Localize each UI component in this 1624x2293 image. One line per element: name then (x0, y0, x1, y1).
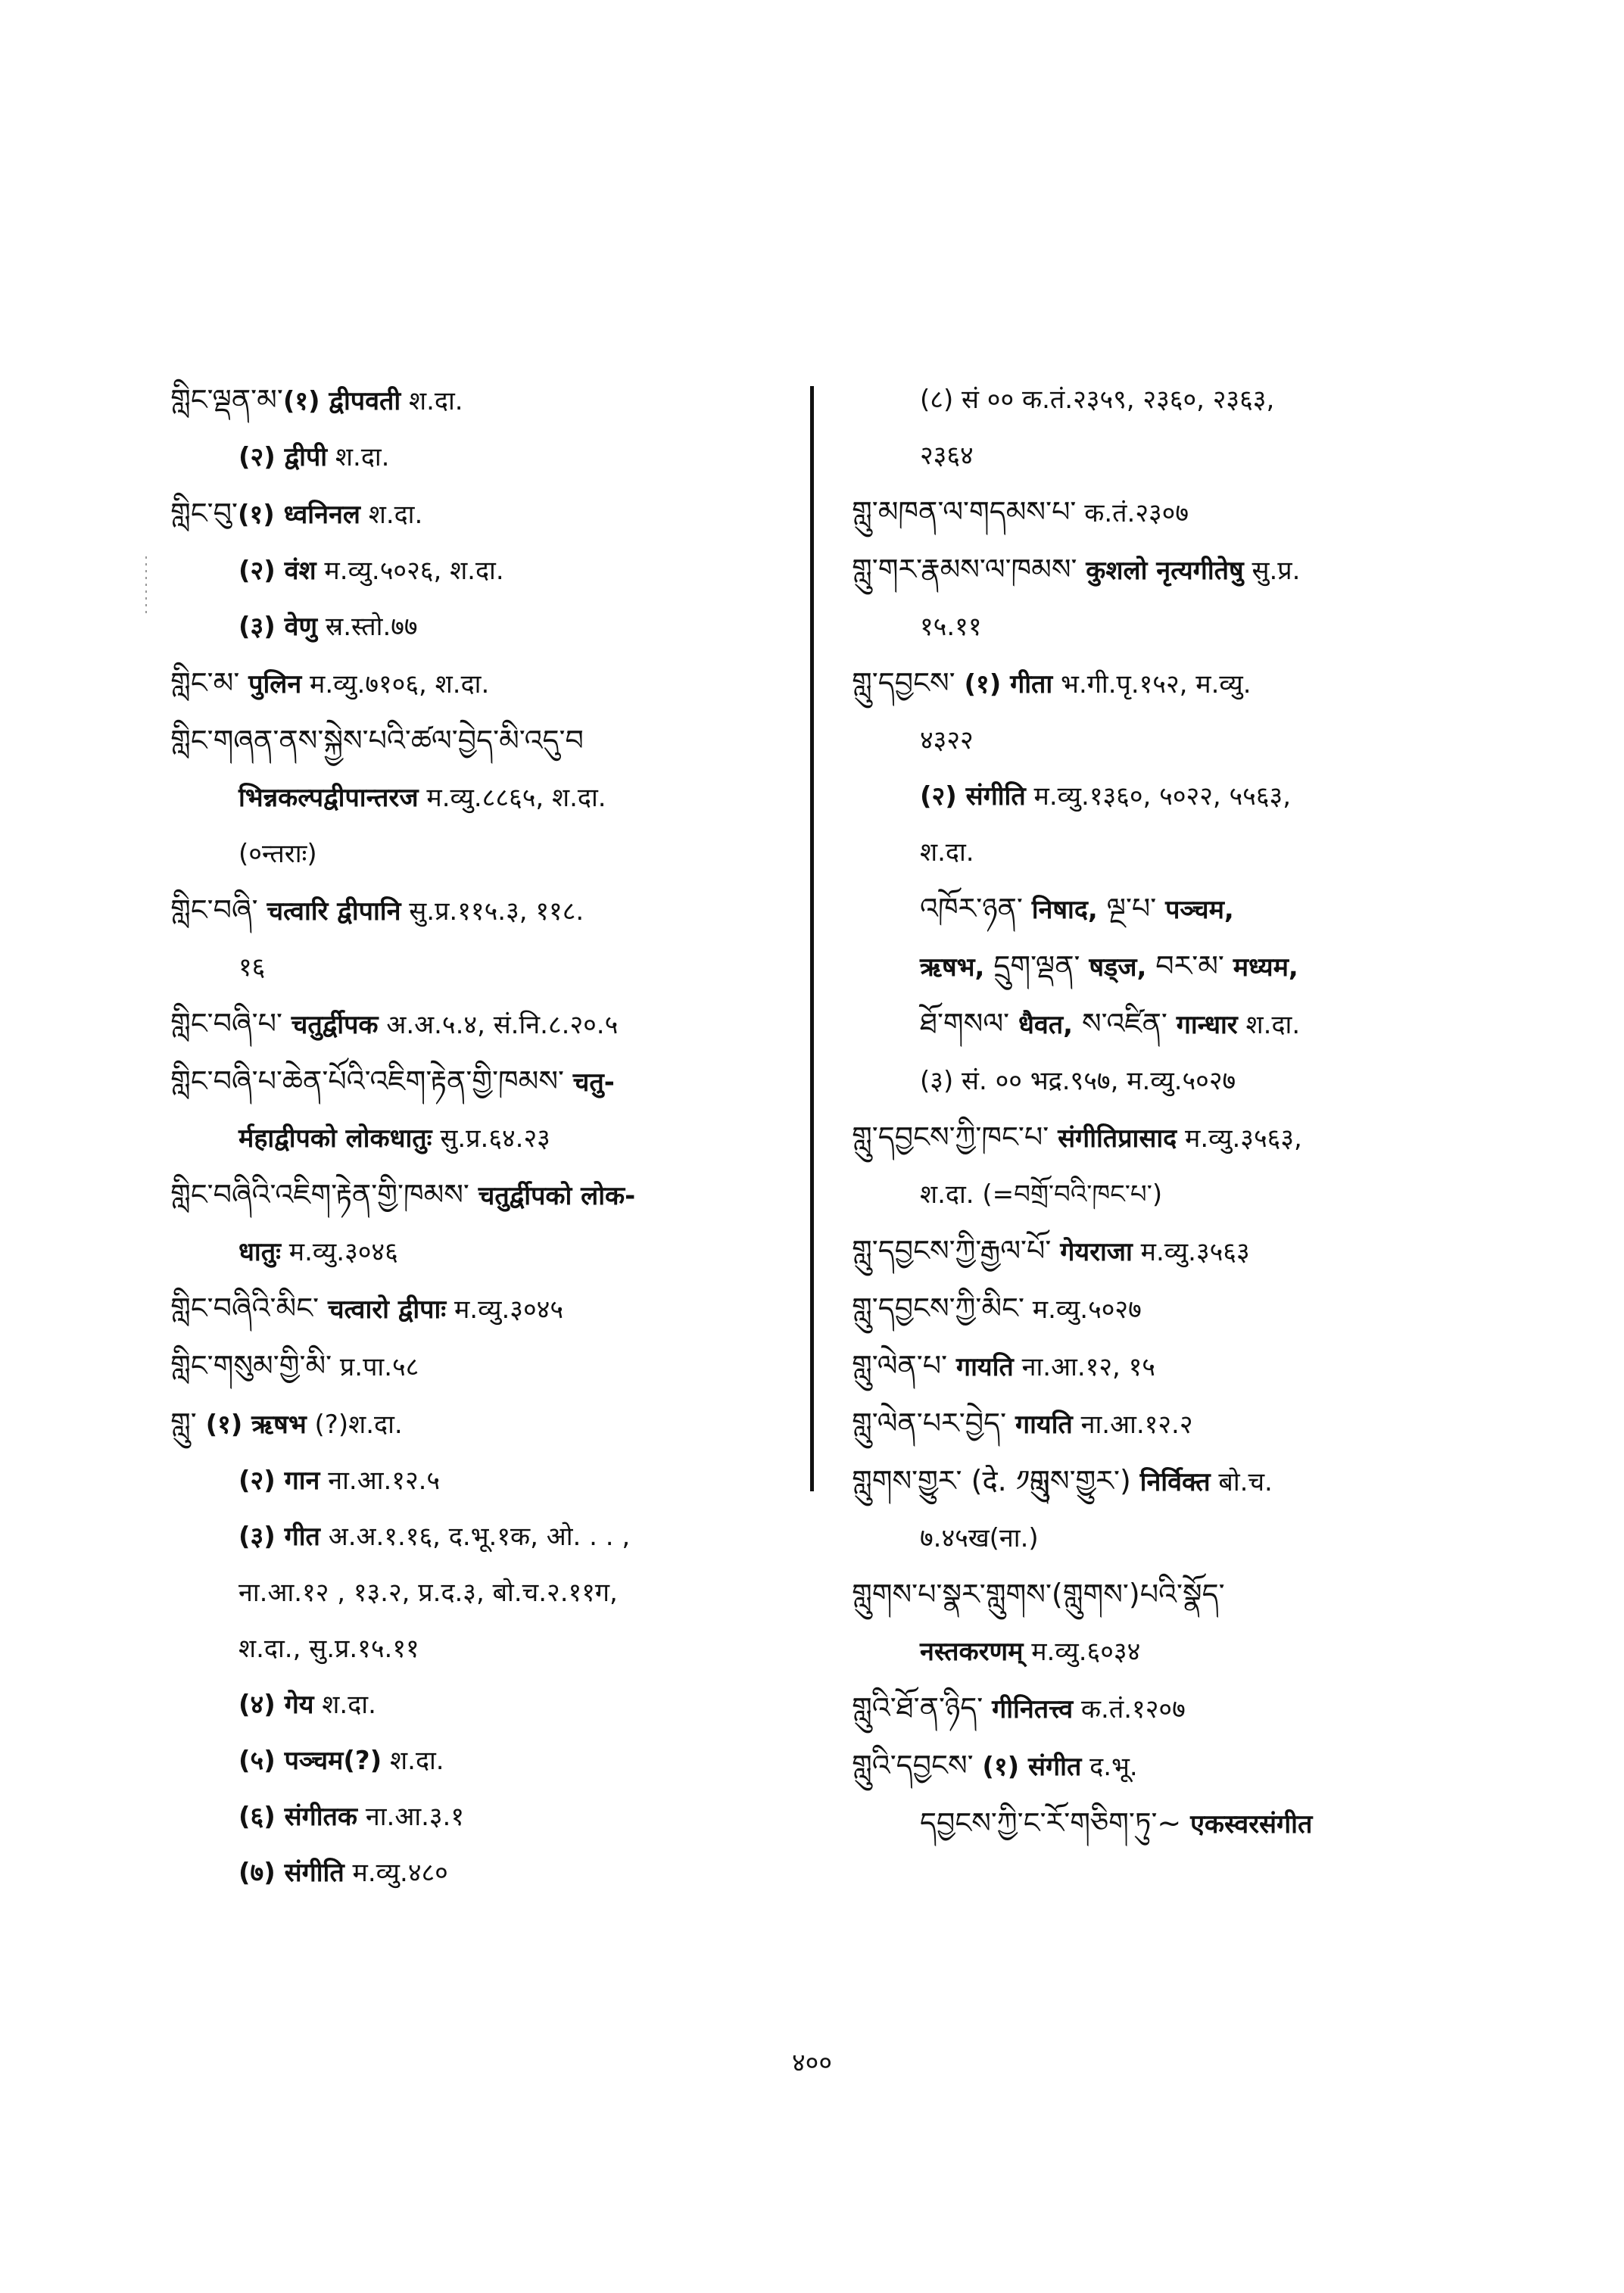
entry-line (852, 949, 1480, 983)
reference: म.व्यु.५०२७ (1024, 1294, 1142, 1325)
column-divider (810, 386, 814, 1491)
tibetan-term: གླིང་བཞི་ (170, 893, 258, 927)
entry-line (170, 840, 791, 868)
tibetan-term: ས་འཛིན་ (1081, 1007, 1167, 1040)
entry-line (170, 954, 791, 982)
reference: म.व्यु.३५६३ (1132, 1237, 1250, 1267)
reference: म.व्यु.८८६५, श.दा. (418, 783, 606, 813)
tibetan-term: གླུ་དབྱངས་ (852, 666, 955, 699)
tibetan-term: འཁོར་ཉན་ (920, 892, 1023, 925)
sanskrit-term: गायति (1006, 1410, 1073, 1440)
sanskrit-term: पुलिन (239, 669, 302, 699)
entry-line (170, 557, 791, 585)
sanskrit-term: (२) वंश (238, 556, 316, 586)
tibetan-term: ལྔ་པ་ (1106, 892, 1157, 925)
entry-line (852, 1525, 1480, 1553)
reference: श.दा. (=བགྲོ་བའི་ཁང་པ་) (920, 1179, 1163, 1210)
reference: क.तं.१२०७ (1073, 1694, 1186, 1724)
reference: श.दा. (360, 500, 423, 530)
sanskrit-term: चत्वारि द्वीपानि (257, 896, 401, 927)
tibetan-term: གླིང་གཞན་ནས་སྐྱེས་པའི་ཚལ་བྱེད་མི་འདུ་བ (170, 724, 584, 757)
reference: १५.११ (920, 612, 982, 642)
reference: श.दा. (313, 1690, 376, 1720)
entry-line (852, 495, 1480, 528)
entry-line (170, 1178, 791, 1211)
reference: क.तं.२३०७ (1076, 498, 1189, 528)
margin-mark (145, 556, 147, 617)
reference: (३) सं. ०० भद्र.९५७, म.व्यु.५०२७ (920, 1066, 1236, 1096)
sanskrit-term: (१) ऋषभ (196, 1410, 307, 1440)
sanskrit-term: र्महाद्वीपको लोकधातुः (238, 1123, 432, 1154)
sanskrit-term: गायति (947, 1352, 1014, 1382)
sanskrit-term: कुशलो नृत्यगीतेषु (1077, 556, 1244, 586)
entry-line (170, 1747, 791, 1775)
tibetan-term: གླུ་དབྱངས་ཀྱི་རྒྱལ་པོ་ (852, 1234, 1052, 1267)
reference: (०न्तराः) (238, 839, 317, 869)
reference: स्र.स्तो.७७ (317, 612, 418, 642)
entry-line (852, 783, 1480, 811)
entry-line (170, 1859, 791, 1887)
right-column (852, 386, 1480, 1867)
reference: १६ (238, 952, 266, 983)
reference: (८) सं ०० क.तं.२३५९, २३६०, २३६३, (920, 385, 1275, 415)
reference: श.दा. (1237, 1010, 1301, 1040)
sanskrit-term: (५) पञ्चम(?) (238, 1746, 382, 1776)
sanskrit-term: धैवत, (1009, 1010, 1082, 1040)
entry-line (852, 1349, 1480, 1382)
reference: ना.आ.१२.२ (1072, 1410, 1193, 1440)
entry-line (852, 386, 1480, 414)
sanskrit-term: षड्ज, (1080, 952, 1156, 983)
entry-line (852, 839, 1480, 867)
reference: भ.गी.पृ.१५२, म.व्यु. (1052, 669, 1252, 699)
entry-line (852, 1067, 1480, 1095)
tibetan-term: གླུགས་གྱུར་ (दे. ༡ླུགས་གྱུར་) (852, 1464, 1131, 1497)
reference: म.व्यु.१३६०, ५०२२, ५५६३, (1025, 781, 1292, 812)
tibetan-term: གླུ་ (170, 1407, 197, 1440)
tibetan-term: གླུའི་དབྱངས་ (852, 1749, 974, 1782)
tibetan-term: གླིང་བུ་ (170, 497, 238, 530)
tibetan-term: བར་མ་ (1155, 949, 1224, 983)
entry-line (170, 383, 791, 416)
reference: श.दा. (327, 442, 390, 472)
sanskrit-term: (१) गीता (955, 669, 1053, 699)
page-number: ४०० (791, 2048, 833, 2078)
reference: श.दा. (382, 1746, 444, 1776)
entry-line (170, 1291, 791, 1325)
sanskrit-term: धातुः (238, 1237, 281, 1267)
entry-line (170, 497, 791, 530)
entry-line (852, 1407, 1480, 1440)
sanskrit-term: (२) संगीति (920, 781, 1026, 812)
reference: म.व्यु.३०४५ (446, 1294, 563, 1325)
sanskrit-term: निर्विक्त (1130, 1467, 1211, 1497)
reference: ना.आ.१२, १५ (1013, 1352, 1155, 1382)
reference: सु.प्र.६४.२३ (432, 1123, 550, 1154)
entry-line (852, 1007, 1480, 1040)
sanskrit-term: (३) गीत (238, 1522, 320, 1552)
entry-line (852, 666, 1480, 699)
sanskrit-term: ऋषभ, (920, 952, 994, 983)
entry-line (170, 1803, 791, 1831)
reference: ४३२२ (920, 725, 974, 756)
tibetan-term: གླུ་གར་རྣམས་ལ་ཁམས་ (852, 553, 1077, 586)
tibetan-term: གླུགས་པ་ (852, 1578, 943, 1611)
entry-line (170, 1007, 791, 1040)
reference: अ.अ.१.१६, द.भू.१क, ओ. . . , (320, 1522, 631, 1552)
entry-line (170, 1523, 791, 1551)
entry-line (852, 1749, 1480, 1782)
reference: ना.आ.१२ , १३.२, प्र.द.३, बो.च.२.११ग, (238, 1578, 618, 1608)
entry-line (170, 1349, 791, 1382)
tibetan-term: གླུ་མཁན་ལ་གདམས་པ་ (852, 495, 1077, 528)
sanskrit-term: पञ्चम, (1156, 895, 1234, 925)
reference: श.दा., सु.प्र.१५.११ (238, 1634, 419, 1664)
reference: श.दा. (401, 386, 463, 416)
entry-line (170, 666, 791, 699)
entry-line (170, 1579, 791, 1607)
reference: म.व्यु.५०२६, श.दा. (316, 556, 504, 586)
tibetan-term: དབྱངས་ཀྱི་ང་རོ་གཅིག་ཏུ་~ (920, 1806, 1182, 1840)
sanskrit-term: चतुर्द्वीपको लोक- (469, 1181, 636, 1211)
sanskrit-term: चतु- (563, 1067, 615, 1098)
entry-line (852, 1120, 1480, 1154)
entry-line (170, 1407, 791, 1440)
entry-line (852, 1464, 1480, 1497)
sanskrit-term: (२) द्वीपी (238, 442, 328, 472)
entry-line (852, 1638, 1480, 1666)
entry-line (852, 553, 1480, 586)
entry-line (852, 442, 1480, 470)
entry-line (170, 444, 791, 472)
sanskrit-term: (१) ध्वनिनल (238, 500, 360, 530)
sanskrit-term: संगीतिप्रासाद (1049, 1123, 1177, 1154)
tibetan-term: གླིང་བཞི་པ་ (170, 1007, 282, 1040)
tibetan-term: གླིང་བཞིའི་མིང་ (170, 1291, 320, 1325)
sanskrit-term: गीनितत्त्व (983, 1694, 1074, 1724)
entry-line (170, 613, 791, 641)
reference: म.व्यु.४८० (344, 1858, 448, 1888)
entry-line (852, 1181, 1480, 1209)
entry-line (170, 1125, 791, 1153)
reference: द.भू. (1081, 1752, 1138, 1782)
tibetan-term: གླིང་ལྡན་མ་ (170, 383, 283, 416)
reference: म.व्यु.३०४६ (280, 1237, 398, 1267)
sanskrit-term: चतुर्द्वीपक (282, 1010, 379, 1040)
reference: म.व्यु.३५६३, (1177, 1123, 1302, 1154)
entry-line (852, 1291, 1480, 1325)
sanskrit-term: (१) संगीत (973, 1752, 1082, 1782)
entry-line (852, 1578, 1480, 1611)
sanskrit-term: निषाद, (1022, 895, 1107, 925)
tibetan-term: གླུ་དབྱངས་ཀྱི་ཁང་པ་ (852, 1120, 1049, 1154)
tibetan-term: གླིང་གསུམ་གྱི་མི་ (170, 1349, 332, 1382)
sanskrit-term: चत्वारो द्वीपाः (319, 1294, 447, 1325)
reference: (?)श.दा. (306, 1410, 403, 1440)
tibetan-term: ཐོ་གསལ་ (920, 1007, 1010, 1040)
sanskrit-term: नस्तकरणम् (920, 1637, 1024, 1667)
reference: प्र.पा.५८ (332, 1352, 419, 1382)
tibetan-term: གླིང་བཞིའི་འཇིག་རྟེན་གྱི་ཁམས་ (170, 1178, 469, 1211)
tibetan-term: གླུ་དབྱངས་ཀྱི་མིང་ (852, 1291, 1024, 1325)
reference: म.व्यु.७१०६, श.दा. (301, 669, 490, 699)
sanskrit-term: गेयराजा (1051, 1237, 1133, 1267)
sanskrit-term: भिन्नकल्पद्वीपान्तरज (238, 783, 419, 813)
reference: ना.आ.३.१ (357, 1802, 465, 1832)
entry-line (170, 724, 791, 757)
entry-line (170, 1691, 791, 1719)
sanskrit-term: (४) गेय (238, 1690, 314, 1720)
left-column (170, 383, 791, 1915)
sanskrit-term: (३) वेणु (238, 612, 318, 642)
entry-line (852, 727, 1480, 755)
tibetan-term: གླུ་ལེན་པར་བྱེད་ (852, 1407, 1007, 1440)
reference: सु.प्र.११५.३, ११८. (401, 896, 584, 927)
entry-line (852, 1806, 1480, 1840)
tibetan-term: སྣར་གླུགས་(གླུགས་)པའི་སྣོད་ (942, 1578, 1225, 1611)
tibetan-term: གླུའི་ཐོ་ན་ཉིད་ (852, 1691, 983, 1724)
sanskrit-term: एकस्वरसंगीत (1181, 1809, 1313, 1840)
tibetan-term: གླིང་བཞི་པ་ཆེན་པོའི་འཇིག་རྟེན་གྱི་ཁམས་ (170, 1064, 564, 1098)
reference: बो.च. (1210, 1467, 1273, 1497)
reference: ना.आ.१२.५ (320, 1466, 441, 1496)
tibetan-term: གླུ་ལེན་པ་ (852, 1349, 948, 1382)
sanskrit-term: (७) संगीति (238, 1858, 344, 1888)
entry-line (170, 1467, 791, 1495)
reference: श.दा. (920, 837, 974, 868)
reference: २३६४ (920, 441, 974, 471)
sanskrit-term: (२) गान (238, 1466, 320, 1496)
reference: अ.अ.५.४, सं.नि.८.२०.५ (378, 1010, 619, 1040)
entry-line (170, 1064, 791, 1098)
entry-line (170, 1238, 791, 1266)
sanskrit-term: गान्धार (1167, 1010, 1238, 1040)
reference: ७.४५ख(ना.) (920, 1523, 1039, 1553)
entry-line (170, 784, 791, 812)
sanskrit-term: मध्यम, (1223, 952, 1298, 983)
entry-line (170, 893, 791, 927)
sanskrit-term: (६) संगीतक (238, 1802, 358, 1832)
reference: म.व्यु.६०३४ (1023, 1637, 1141, 1667)
entry-line (852, 1234, 1480, 1267)
entry-line (852, 613, 1480, 641)
tibetan-term: དྲུག་ལྡན་ (993, 949, 1080, 983)
entry-line (852, 892, 1480, 925)
sanskrit-term: (१) द्वीपवती (282, 386, 401, 416)
entry-line (170, 1635, 791, 1663)
entry-line (852, 1691, 1480, 1724)
tibetan-term: གླིང་མ་ (170, 666, 240, 699)
reference: सु.प्र. (1243, 556, 1301, 586)
